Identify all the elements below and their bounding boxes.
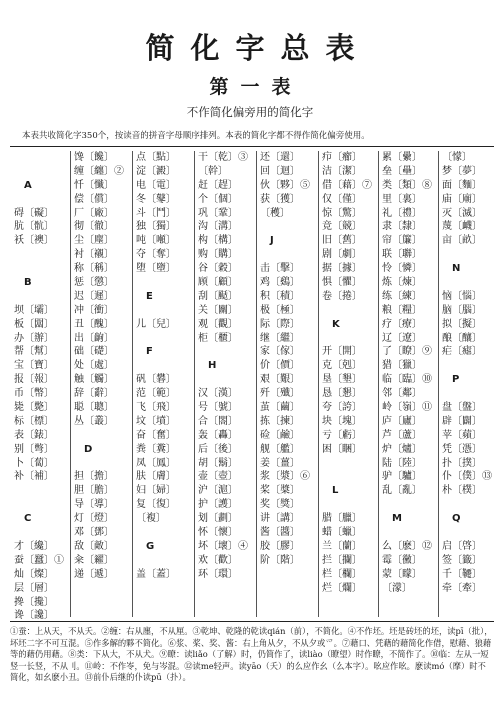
character-entry: 币〔幣〕 <box>14 388 54 400</box>
character-entry: 仅〔僅〕 <box>322 193 362 205</box>
character-entry: 独〔獨〕 <box>136 221 176 233</box>
character-entry: 驴〔驢〕 <box>382 471 422 483</box>
table-column-8 <box>438 151 494 617</box>
character-entry: 〔懞〕 <box>442 152 472 163</box>
character-entry: 临〔臨〕⑩ <box>382 374 432 386</box>
character-entry <box>74 429 130 443</box>
character-entry: 脑〔腦〕 <box>442 304 482 316</box>
character-entry <box>442 359 494 373</box>
character-entry: 帘〔簾〕 <box>382 235 422 247</box>
character-entry: 籴〔糴〕 <box>74 554 114 566</box>
character-entry: 聪〔聰〕 <box>74 402 114 414</box>
footnotes: ①蚕：上从天，不从夭。②缠：右从廛，不从厘。③乾坤、乾隆的乾读qián（前），不简化。④不作坯。坯是砖坯的坯，读pī（批），坏坯二字不可互混。⑤作多解的夥不简化。⑥浆、桨、奖、酱：右上角从夕，不从夕或爫。⑦藉口、凭藉的藉简化作借，慰藉、狼藉等的藉仍用藉。⑧类：下从大，不从犬。⑨瞭：读liǎo（了解）时，仍简作了，读liào（瞭望）时作瞭，不简作了。⑩临：左从一短竖一长竖，不从刂。⑪岭：不作岺，免与岑混。⑫读me轻声。读yāo（夭）的么应作幺（么本字）。吆应作吆。麽读mó（摩）时不简化，如幺麽小丑。⑬前仆后继的仆读pū（扑）。 <box>10 626 493 683</box>
character-entry: 敌〔敵〕 <box>74 540 114 552</box>
character-entry: 酱〔醬〕 <box>260 527 300 539</box>
character-entry: 观〔觀〕 <box>198 318 238 330</box>
character-entry: 补〔補〕 <box>14 471 54 483</box>
character-entry: 垒〔壘〕 <box>382 165 422 177</box>
character-entry: 沪〔滬〕 <box>198 485 238 497</box>
table-column-7 <box>378 151 436 617</box>
character-entry: 炼〔煉〕 <box>382 277 422 289</box>
character-entry: 奋〔奮〕 <box>136 429 176 441</box>
character-entry: 吨〔噸〕 <box>136 235 176 247</box>
character-entry: 获〔獲〕 <box>260 193 300 205</box>
character-entry: 困〔睏〕 <box>322 443 362 455</box>
character-entry: 妇〔婦〕 <box>136 485 176 497</box>
character-entry: 苹〔蘋〕 <box>442 429 482 441</box>
character-entry: 胶〔膠〕 <box>260 540 300 552</box>
character-entry: 坏〔壞〕④ <box>198 540 248 552</box>
character-entry: 淀〔澱〕 <box>136 165 176 177</box>
letter-heading: J <box>270 235 274 247</box>
character-entry: 斗〔鬥〕 <box>136 207 176 219</box>
character-entry: 酿〔釀〕 <box>442 332 482 344</box>
character-entry: 拟〔擬〕 <box>442 318 482 330</box>
character-entry: 辟〔闢〕 <box>442 415 482 427</box>
character-entry: 腊〔臘〕 <box>322 513 362 525</box>
character-entry <box>74 457 130 471</box>
character-entry: 壶〔壺〕 <box>198 471 238 483</box>
character-entry: 回〔迴〕 <box>260 165 300 177</box>
character-entry: 猎〔獵〕 <box>382 360 422 372</box>
character-entry <box>14 526 68 540</box>
character-entry <box>382 498 436 512</box>
character-entry: 粪〔糞〕 <box>136 443 176 455</box>
letter-heading: C <box>24 513 32 525</box>
character-entry <box>14 193 68 207</box>
character-entry <box>442 387 494 401</box>
character-entry: 岭〔嶺〕⑪ <box>382 402 432 414</box>
character-entry: 堕〔墮〕 <box>136 263 176 275</box>
character-entry: 么〔麽〕⑫ <box>382 540 432 552</box>
character-entry: 还〔還〕 <box>260 152 300 163</box>
character-entry: 〔複〕 <box>136 513 166 525</box>
character-entry: 担〔擔〕 <box>74 471 114 483</box>
character-entry: 剧〔劇〕 <box>322 249 362 261</box>
character-entry: 继〔繼〕 <box>260 332 300 344</box>
character-entry: 面〔麵〕 <box>442 179 482 191</box>
character-entry: 肮〔骯〕 <box>14 221 54 233</box>
character-entry: 丑〔醜〕 <box>74 318 114 330</box>
character-entry: 积〔積〕 <box>260 290 300 302</box>
character-entry: 报〔報〕 <box>14 374 54 386</box>
character-entry: 烂〔爛〕 <box>322 582 362 594</box>
character-entry: 蒙〔矇〕 <box>382 568 422 580</box>
character-entry: 忏〔懺〕 <box>74 179 114 191</box>
character-entry: 层〔層〕 <box>14 582 54 594</box>
character-entry: 击〔擊〕 <box>260 263 300 275</box>
character-entry: 馋〔饞〕 <box>74 152 114 163</box>
character-entry: 礼〔禮〕 <box>382 207 422 219</box>
character-entry: 衬〔襯〕 <box>74 249 114 261</box>
character-entry <box>322 498 376 512</box>
character-entry: 〔濛〕 <box>382 582 412 594</box>
character-entry: 凤〔鳳〕 <box>136 457 176 469</box>
character-entry: 肤〔膚〕 <box>136 471 176 483</box>
character-entry: 牵〔牽〕 <box>442 582 482 594</box>
character-entry: 茧〔繭〕 <box>260 402 300 414</box>
character-entry: 巩〔鞏〕 <box>198 207 238 219</box>
character-entry: 合〔閤〕 <box>198 415 238 427</box>
character-entry: 标〔標〕 <box>14 415 54 427</box>
character-entry: 辽〔遼〕 <box>382 332 422 344</box>
character-entry: 搀〔攙〕 <box>14 596 54 608</box>
character-entry: 丛〔叢〕 <box>74 415 114 427</box>
character-entry: 歼〔殲〕 <box>260 388 300 400</box>
character-entry: 蚕〔蠶〕① <box>14 554 64 566</box>
character-entry: 偿〔償〕 <box>74 193 114 205</box>
character-entry: 邻〔鄰〕 <box>382 388 422 400</box>
character-entry: 厂〔廠〕 <box>74 207 114 219</box>
character-table <box>10 146 494 622</box>
letter-heading: E <box>146 290 153 302</box>
character-entry: 灭〔滅〕 <box>442 207 482 219</box>
character-entry: 芦〔蘆〕 <box>382 429 422 441</box>
character-entry: 点〔點〕 <box>136 152 176 163</box>
character-entry <box>260 220 316 234</box>
character-entry: 际〔際〕 <box>260 318 300 330</box>
character-entry: 宝〔寶〕 <box>14 360 54 372</box>
character-entry <box>322 304 376 318</box>
character-entry: 陆〔陸〕 <box>382 457 422 469</box>
character-entry: 迟〔遲〕 <box>74 290 114 302</box>
character-entry: 轰〔轟〕 <box>198 429 238 441</box>
character-entry: 恳〔懇〕 <box>322 388 362 400</box>
character-entry: 里〔裏〕 <box>382 193 422 205</box>
character-entry: 彻〔徹〕 <box>74 221 114 233</box>
character-entry: 飞〔飛〕 <box>136 402 176 414</box>
character-entry: 递〔遞〕 <box>74 568 114 580</box>
character-entry: 处〔處〕 <box>74 360 114 372</box>
character-entry: 〔幹〕 <box>198 165 228 177</box>
character-entry: 隶〔隸〕 <box>382 221 422 233</box>
character-entry: 矾〔礬〕 <box>136 374 176 386</box>
character-entry: 购〔購〕 <box>198 249 238 261</box>
letter-heading: D <box>84 443 93 455</box>
character-entry: 块〔塊〕 <box>322 415 362 427</box>
character-entry: 电〔電〕 <box>136 179 176 191</box>
character-entry <box>14 248 68 262</box>
letter-heading: M <box>392 513 402 525</box>
character-entry <box>136 554 192 568</box>
character-entry: 谷〔穀〕 <box>198 263 238 275</box>
character-entry: 后〔後〕 <box>198 443 238 455</box>
character-entry: 坝〔壩〕 <box>14 304 54 316</box>
character-entry <box>442 276 494 290</box>
letter-heading: B <box>24 277 32 289</box>
character-entry: 儿〔兒〕 <box>136 318 176 330</box>
letter-heading: F <box>146 346 153 358</box>
character-entry: 胆〔膽〕 <box>74 485 114 497</box>
character-entry: 拦〔攔〕 <box>322 554 362 566</box>
character-entry: 奖〔獎〕 <box>260 499 300 511</box>
character-entry: 尘〔塵〕 <box>74 235 114 247</box>
character-entry: 疗〔療〕 <box>382 318 422 330</box>
character-entry <box>198 345 254 359</box>
character-entry <box>136 276 192 290</box>
character-entry: 梦〔夢〕 <box>442 165 482 177</box>
character-entry <box>442 248 494 262</box>
table-column-3 <box>132 151 192 617</box>
character-entry: 夸〔誇〕 <box>322 402 362 414</box>
character-entry <box>136 304 192 318</box>
character-entry: 坟〔墳〕 <box>136 415 176 427</box>
character-entry: 旧〔舊〕 <box>322 235 362 247</box>
character-entry: 疟〔瘧〕 <box>442 346 482 358</box>
character-entry: 缠〔纏〕② <box>74 165 124 177</box>
character-entry: 夺〔奪〕 <box>136 249 176 261</box>
character-entry: 盘〔盤〕 <box>442 402 482 414</box>
character-entry: 范〔範〕 <box>136 388 176 400</box>
character-entry <box>442 498 494 512</box>
character-entry: 个〔個〕 <box>198 193 238 205</box>
character-entry: 凭〔憑〕 <box>442 443 482 455</box>
character-entry: 袄〔襖〕 <box>14 235 54 247</box>
character-entry: 垦〔墾〕 <box>322 374 362 386</box>
character-entry: 板〔闆〕 <box>14 318 54 330</box>
character-entry: 练〔練〕 <box>382 290 422 302</box>
character-entry: 汉〔漢〕 <box>198 388 238 400</box>
character-entry: 疖〔癤〕 <box>322 152 362 163</box>
section-title: 不作简化偏旁用的简化字 <box>186 105 314 119</box>
character-entry <box>14 165 68 179</box>
character-entry: 姜〔薑〕 <box>260 457 300 469</box>
character-entry: 霉〔黴〕 <box>382 554 422 566</box>
character-entry: 阶〔階〕 <box>260 554 300 566</box>
letter-heading: Q <box>452 513 461 525</box>
character-entry: 础〔礎〕 <box>74 346 114 358</box>
character-entry: 怀〔懷〕 <box>198 527 238 539</box>
character-entry <box>14 151 68 165</box>
character-entry: 〔穫〕 <box>260 207 290 219</box>
character-entry: 关〔關〕 <box>198 304 238 316</box>
character-entry: 惩〔懲〕 <box>74 277 114 289</box>
character-entry: 蔑〔衊〕 <box>442 221 482 233</box>
character-entry <box>136 332 192 346</box>
character-entry: 庐〔廬〕 <box>382 415 422 427</box>
table-column-6 <box>318 151 376 617</box>
character-entry: 别〔彆〕 <box>14 443 54 455</box>
character-entry: 累〔纍〕 <box>382 152 422 163</box>
character-entry: 伙〔夥〕⑤ <box>260 179 310 191</box>
character-entry: 邓〔鄧〕 <box>74 527 114 539</box>
character-entry: 欢〔歡〕 <box>198 554 238 566</box>
character-entry: 才〔纔〕 <box>14 540 54 552</box>
character-entry: 价〔價〕 <box>260 360 300 372</box>
character-entry: 硷〔鹼〕 <box>260 429 300 441</box>
character-entry <box>322 470 376 484</box>
character-entry: 胡〔鬍〕 <box>198 457 238 469</box>
page-title: 简化字总表 <box>145 31 371 65</box>
character-entry: 怜〔憐〕 <box>382 263 422 275</box>
character-entry: 舰〔艦〕 <box>260 443 300 455</box>
character-entry: 签〔籤〕 <box>442 554 482 566</box>
character-entry: 联〔聯〕 <box>382 249 422 261</box>
letter-heading: H <box>208 360 217 372</box>
character-entry: 扑〔撲〕 <box>442 457 482 469</box>
character-entry: 盖〔蓋〕 <box>136 568 176 580</box>
character-entry: 刮〔颳〕 <box>198 290 238 302</box>
character-entry <box>14 498 68 512</box>
character-entry: 讲〔講〕 <box>260 513 300 525</box>
character-entry: 启〔啓〕 <box>442 540 482 552</box>
character-entry: 表〔錶〕 <box>14 429 54 441</box>
character-entry: 划〔劃〕 <box>198 513 238 525</box>
character-entry: 艰〔艱〕 <box>260 374 300 386</box>
character-entry: 亏〔虧〕 <box>322 429 362 441</box>
character-entry <box>442 526 494 540</box>
letter-heading: L <box>332 485 339 497</box>
character-entry: 办〔辦〕 <box>14 332 54 344</box>
character-entry: 据〔據〕 <box>322 263 362 275</box>
character-entry: 极〔極〕 <box>260 304 300 316</box>
character-entry: 卜〔蔔〕 <box>14 457 54 469</box>
letter-heading: P <box>452 374 460 386</box>
character-entry: 栏〔欄〕 <box>322 568 362 580</box>
character-entry: 炉〔爐〕 <box>382 443 422 455</box>
character-entry <box>14 484 68 498</box>
character-entry: 号〔號〕 <box>198 402 238 414</box>
intro-text: 本表共收简化字350个，按读音的拼音字母顺序排列。本表的简化字都不得作简化偏旁使用。 <box>22 131 370 141</box>
character-entry: 构〔構〕 <box>198 235 238 247</box>
character-entry: 浆〔漿〕⑥ <box>260 471 310 483</box>
character-entry: 类〔類〕⑧ <box>382 179 432 191</box>
character-entry <box>14 290 68 304</box>
letter-heading: K <box>332 318 340 330</box>
character-entry: 冬〔鼕〕 <box>136 193 176 205</box>
character-entry <box>382 526 436 540</box>
character-entry: 惊〔驚〕 <box>322 207 362 219</box>
character-entry: 环〔環〕 <box>198 568 238 580</box>
table-column-4 <box>194 151 254 617</box>
character-entry: 蜡〔蠟〕 <box>322 527 362 539</box>
character-entry <box>198 373 254 387</box>
character-entry <box>322 457 376 471</box>
character-entry: 导〔導〕 <box>74 499 114 511</box>
character-entry: 谗〔讒〕 <box>14 610 54 622</box>
character-entry: 干〔乾〕③ <box>198 152 248 163</box>
letter-heading: N <box>452 263 461 275</box>
character-entry: 千〔韆〕 <box>442 568 482 580</box>
character-entry: 开〔開〕 <box>322 346 362 358</box>
character-entry: 帮〔幫〕 <box>14 346 54 358</box>
character-entry: 复〔復〕 <box>136 499 176 511</box>
character-entry: 冲〔衝〕 <box>74 304 114 316</box>
character-entry: 借〔藉〕⑦ <box>322 179 372 191</box>
letter-heading: G <box>146 540 155 552</box>
character-entry: 护〔護〕 <box>198 499 238 511</box>
character-entry: 灯〔燈〕 <box>74 513 114 525</box>
table-column-2 <box>70 151 130 617</box>
character-entry: 兰〔蘭〕 <box>322 540 362 552</box>
character-entry: 洁〔潔〕 <box>322 165 362 177</box>
character-entry: 庙〔廟〕 <box>442 193 482 205</box>
character-entry <box>14 262 68 276</box>
character-entry: 了〔瞭〕⑨ <box>382 346 432 358</box>
character-entry: 拣〔揀〕 <box>260 415 300 427</box>
character-entry: 恼〔惱〕 <box>442 290 482 302</box>
character-entry: 粮〔糧〕 <box>382 304 422 316</box>
character-entry: 卷〔捲〕 <box>322 290 362 302</box>
character-entry: 赶〔趕〕 <box>198 179 238 191</box>
letter-heading: A <box>24 179 32 191</box>
character-entry: 桨〔槳〕 <box>260 485 300 497</box>
character-entry <box>322 332 376 346</box>
character-entry: 柜〔櫃〕 <box>198 332 238 344</box>
table-subtitle: 第一表 <box>209 76 303 98</box>
character-entry: 克〔剋〕 <box>322 360 362 372</box>
character-entry: 触〔觸〕 <box>74 374 114 386</box>
character-entry <box>136 526 192 540</box>
character-entry: 碍〔礙〕 <box>14 207 54 219</box>
character-entry: 朴〔樸〕 <box>442 485 482 497</box>
character-entry: 惧〔懼〕 <box>322 277 362 289</box>
table-column-5 <box>256 151 316 617</box>
character-entry: 亩〔畝〕 <box>442 235 482 247</box>
character-entry: 毙〔斃〕 <box>14 402 54 414</box>
character-entry: 鸡〔鷄〕 <box>260 277 300 289</box>
table-column-1 <box>14 151 68 623</box>
character-entry: 沟〔溝〕 <box>198 221 238 233</box>
character-entry: 出〔齣〕 <box>74 332 114 344</box>
character-entry: 灿〔燦〕 <box>14 568 54 580</box>
character-entry <box>260 248 316 262</box>
character-entry: 顾〔顧〕 <box>198 277 238 289</box>
character-entry: 仆〔僕〕⑬ <box>442 471 492 483</box>
character-entry: 家〔傢〕 <box>260 346 300 358</box>
character-entry: 乱〔亂〕 <box>382 485 422 497</box>
character-entry: 辞〔辭〕 <box>74 388 114 400</box>
character-entry: 竞〔競〕 <box>322 221 362 233</box>
character-entry <box>136 359 192 373</box>
character-entry: 称〔稱〕 <box>74 263 114 275</box>
